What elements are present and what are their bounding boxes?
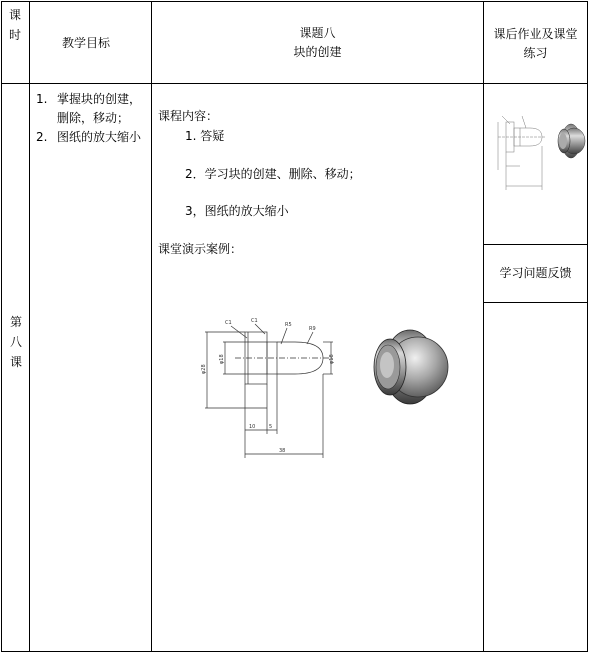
col-divider-1 <box>29 1 30 652</box>
content-item-3: 3，图纸的放大缩小 <box>185 204 289 218</box>
col-divider-2 <box>151 1 152 652</box>
table-bottom-border <box>1 651 588 652</box>
table-left-border <box>1 1 2 652</box>
dim-left-outer: φ28 <box>201 364 207 374</box>
goal-1-number: 1. <box>36 92 48 106</box>
goal-1-text: 掌握块的创建， <box>57 92 142 106</box>
col-divider-3 <box>483 1 484 652</box>
header-row-divider <box>1 83 588 84</box>
dim-right-dia: φ18 <box>329 354 335 364</box>
content-title: 课程内容： <box>158 109 219 123</box>
content-item-1: 1. 答疑 <box>185 129 225 143</box>
dim-radius-2: R9 <box>309 326 316 332</box>
technical-drawing <box>195 312 345 460</box>
dim-bottom-total: 38 <box>279 448 286 454</box>
thumbnail-drawing <box>492 110 548 192</box>
topic-header-line2: 块的创建 <box>293 45 342 59</box>
period-char-1: 第 <box>10 315 23 329</box>
content-item-2: 2．学习块的创建、删除、移动； <box>185 167 361 181</box>
thumbnail-3d-render <box>556 120 586 162</box>
period-header-char-1: 课 <box>9 8 22 22</box>
feedback-label: 学习问题反馈 <box>499 266 572 280</box>
period-char-3: 课 <box>10 355 23 369</box>
goal-2-number: 2. <box>36 130 48 144</box>
dim-radius-1: R5 <box>285 322 292 328</box>
goal-1-text-cont: 删除，移动； <box>57 111 130 125</box>
dim-bottom-left: 10 <box>249 424 256 430</box>
goal-2-text: 图纸的放大缩小 <box>57 130 142 144</box>
homework-header-line1: 课后作业及课堂 <box>493 27 578 41</box>
homework-header-line2: 练习 <box>523 46 548 60</box>
demo-title: 课堂演示案例： <box>158 242 243 256</box>
period-header-char-2: 时 <box>9 28 22 42</box>
part-3d-render <box>368 325 452 407</box>
right-cell-divider-2 <box>483 302 588 303</box>
dim-bottom-mid: 5 <box>269 424 273 430</box>
period-char-2: 八 <box>10 335 23 349</box>
table-right-border <box>587 1 588 652</box>
dim-chamfer-1: C1 <box>225 320 232 326</box>
right-cell-divider-1 <box>483 244 588 245</box>
dim-left-inner: φ18 <box>219 354 225 364</box>
goals-header: 教学目标 <box>62 36 111 50</box>
dim-chamfer-2: C1 <box>251 318 258 324</box>
table-top-border <box>1 1 588 2</box>
topic-header-line1: 课题八 <box>299 26 336 40</box>
